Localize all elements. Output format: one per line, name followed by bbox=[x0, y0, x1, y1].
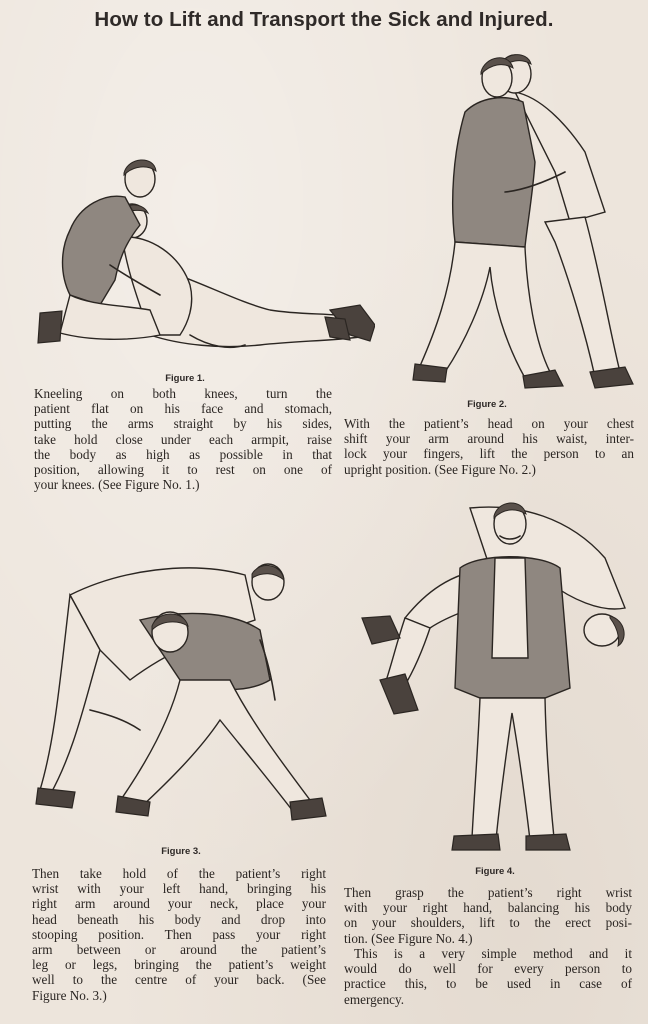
text-line: This is a very simple method and it bbox=[354, 946, 632, 961]
text-line: Kneeling on both knees, turn the bbox=[34, 386, 332, 401]
figure-3-description bbox=[32, 866, 326, 1003]
figure-3-caption: Figure 3. bbox=[161, 846, 201, 857]
figure-1-illustration bbox=[30, 145, 375, 360]
closing-note bbox=[344, 946, 632, 1007]
text-line: putting the arms straight by his sides, bbox=[34, 416, 332, 432]
text-line: leg or legs, bringing the patient’s weight bbox=[32, 957, 326, 973]
text-line: well to the centre of your back. (See bbox=[32, 972, 326, 988]
text-line: Then grasp the patient’s right wrist bbox=[344, 885, 632, 900]
figure-1-caption: Figure 1. bbox=[165, 373, 205, 384]
text-line: Then take hold of the patient’s right bbox=[32, 866, 326, 881]
text-line: with your right hand, balancing his body bbox=[344, 900, 632, 916]
text-line: practice this, to be used in case of bbox=[344, 976, 632, 992]
text-line: the body as high as possible in that bbox=[34, 446, 332, 462]
text-line: take hold close under each armpit, raise bbox=[34, 431, 332, 447]
figure-2-caption: Figure 2. bbox=[467, 399, 507, 410]
page-title: How to Lift and Transport the Sick and Injured. bbox=[94, 8, 554, 31]
text-line: tion. (See Figure No. 4.) bbox=[344, 930, 473, 946]
figure-3-illustration bbox=[30, 540, 330, 840]
text-line: arm between or around the patient’s bbox=[32, 942, 326, 958]
text-line: position, allowing it to rest on one of bbox=[34, 462, 332, 478]
figure-1-description bbox=[34, 386, 332, 492]
text-line: upright position. (See Figure No. 2.) bbox=[344, 461, 536, 477]
text-line: Figure No. 3.) bbox=[32, 987, 107, 1003]
figure-2-description bbox=[344, 416, 634, 477]
figure-4-illustration bbox=[350, 488, 635, 858]
text-line: head beneath his body and drop into bbox=[32, 911, 326, 927]
text-line: stooping position. Then pass your right bbox=[32, 926, 326, 942]
text-line: patient flat on his face and stomach, bbox=[34, 401, 332, 417]
text-line: shift your arm around his waist, inter- bbox=[344, 431, 634, 447]
text-line: lock your fingers, lift the person to an bbox=[344, 446, 634, 462]
text-line: emergency. bbox=[344, 991, 405, 1007]
figure-4-caption: Figure 4. bbox=[475, 866, 515, 877]
figure-4-description bbox=[344, 885, 632, 946]
text-line: With the patient’s head on your chest bbox=[344, 416, 634, 431]
text-line: wrist with your left hand, bringing his bbox=[32, 881, 326, 897]
text-line: on your shoulders, lift to the erect posi- bbox=[344, 915, 632, 931]
text-line: would do well for every person to bbox=[344, 961, 632, 977]
text-line: right arm around your neck, place your bbox=[32, 896, 326, 912]
text-line: your knees. (See Figure No. 1.) bbox=[34, 477, 200, 493]
figure-2-illustration bbox=[405, 42, 640, 392]
